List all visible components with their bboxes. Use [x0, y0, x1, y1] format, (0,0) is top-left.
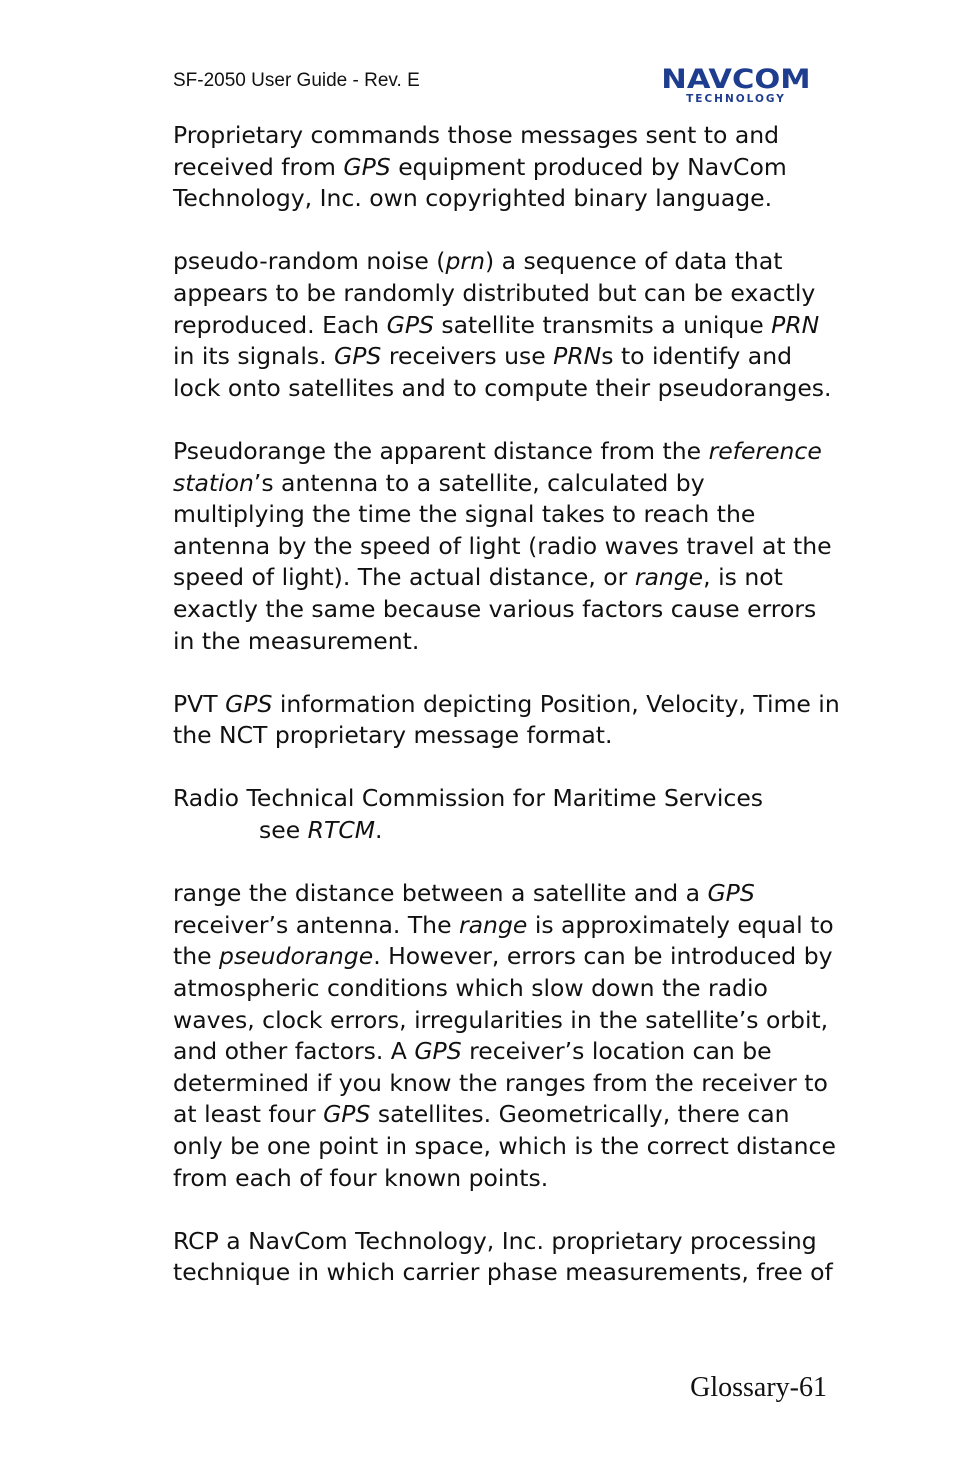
definition-text: those messages sent to and received from	[173, 121, 780, 181]
definition-italic: GPS	[343, 152, 391, 181]
glossary-term	[173, 247, 494, 275]
glossary-entry-pvt	[173, 689, 841, 752]
glossary-entry-rtcm-full	[173, 783, 841, 846]
definition-text: equipment produced by NavCom Technology, Inc. own copyrighted binary language.	[173, 152, 787, 213]
definition-italic: range	[634, 563, 704, 592]
definition-italic: GPS	[323, 1100, 371, 1129]
glossary-content	[173, 120, 841, 1321]
see-reference	[173, 816, 383, 844]
glossary-term: PVT	[173, 689, 218, 718]
definition-text: receivers use	[381, 342, 554, 371]
glossary-term: range	[173, 879, 242, 908]
definition-text: .	[375, 816, 383, 845]
glossary-entry-range	[173, 878, 841, 1194]
glossary-entry-rcp	[173, 1226, 841, 1289]
definition-text: ’s antenna to a satellite, calculated by multiplying the time the signal takes to reach the antenna by the speed of light (radio waves travel at the speed of light). The actual distance, or	[173, 468, 832, 592]
definition-italic: GPS	[386, 310, 434, 339]
definition-text: see	[259, 816, 308, 845]
definition-italic: PRN	[771, 310, 820, 339]
definition-text: the apparent distance from the	[325, 436, 709, 465]
term-text: pseudo-random noise (	[173, 247, 446, 276]
page-number: Glossary-61	[690, 1372, 827, 1403]
definition-text: receiver’s location can be determined if you know the ranges from the receiver to at least four	[173, 1037, 828, 1129]
glossary-term: Radio Technical Commission for Maritime Services	[173, 784, 764, 813]
definition-text: . However, errors can be introduced by atmospheric conditions which slow down the radio waves, clock errors, irregularities in the satellite’s orbit, and other factors. A	[173, 942, 833, 1066]
definition-text: s to identify and lock onto satellites and to compute their pseudoranges.	[173, 342, 832, 402]
definition-text: a sequence of data that appears to be randomly distributed but can be exactly reproduced. Each	[173, 247, 816, 339]
document-header-title: SF-2050 User Guide - Rev. E	[173, 70, 420, 91]
glossary-entry-proprietary-commands	[173, 120, 841, 215]
definition-text	[218, 690, 225, 718]
glossary-term: Pseudorange	[173, 436, 326, 465]
definition-italic: GPS	[707, 879, 755, 908]
glossary-entry-pseudorange	[173, 436, 841, 657]
definition-italic: pseudorange	[219, 942, 374, 971]
definition-text: , is not exactly the same because various factors cause errors in the measurement.	[173, 563, 817, 655]
definition-text: a NavCom Technology, Inc. proprietary processing technique in which carrier phase measurements, free of	[173, 1226, 833, 1287]
definition-text: satellites. Geometrically, there can only be one point in space, which is the correct distance from each of four known points.	[173, 1100, 836, 1192]
glossary-term: Proprietary commands	[173, 121, 441, 149]
term-italic: prn	[445, 247, 485, 276]
definition-text: information depicting Position, Velocity, Time in the NCT proprietary message format.	[173, 689, 840, 750]
definition-text: satellite transmits a unique	[433, 310, 772, 339]
definition-italic: GPS	[225, 689, 273, 718]
definition-italic: GPS	[414, 1037, 462, 1066]
definition-text: the distance between a satellite and a	[241, 879, 708, 908]
glossary-entry-pseudo-random-noise	[173, 246, 841, 404]
definition-text: is approximately equal to the	[173, 910, 834, 971]
definition-italic: GPS	[334, 342, 382, 371]
definition-text: receiver’s antenna. The	[173, 910, 459, 939]
definition-italic: range	[459, 910, 528, 939]
logo-wordmark: NAVCOM	[661, 64, 811, 95]
glossary-term: RCP	[173, 1226, 219, 1255]
definition-text: in its signals.	[173, 342, 335, 371]
navcom-logo	[643, 66, 829, 105]
logo-subtitle: TECHNOLOGY	[686, 93, 786, 105]
definition-italic: RTCM	[307, 816, 376, 845]
term-text: )	[484, 247, 495, 276]
definition-italic: PRN	[553, 342, 602, 371]
definition-italic: reference station	[173, 436, 822, 497]
